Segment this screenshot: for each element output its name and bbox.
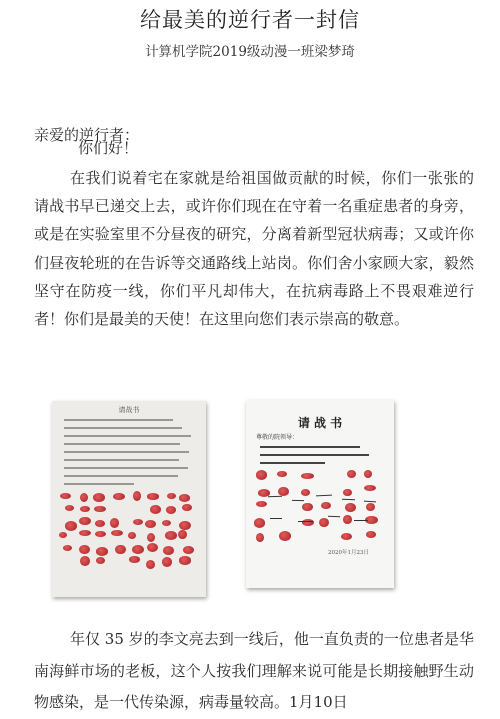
fingerprint xyxy=(301,489,310,496)
fingerprint xyxy=(256,533,264,542)
fingerprint xyxy=(133,519,143,525)
fingerprint xyxy=(179,521,190,530)
handwritten-signature xyxy=(270,518,282,519)
paragraph-1: 在我们说着宅在家就是给祖国做贡献的时候，你们一张张的请战书早已递交上去，或许你们现在在守着一名重症患者的身旁，或是在实验室里不分昼夜的研究，分离着新型冠状病毒；又或许你们昼夜轮班的在告诉等交通路线上站岗。你们舍小家顾大家，毅然坚守在防疫一线，你们平凡却伟大，在抗病毒路上不畏艰难逆行者！你们是最美的天使！在这里向您们表示崇高的敬意。 xyxy=(34,169,474,329)
fingerprint xyxy=(59,532,67,538)
text-line xyxy=(64,483,134,485)
fingerprint xyxy=(166,506,176,514)
fingerprint xyxy=(79,545,90,555)
text-line xyxy=(64,451,189,453)
fingerprint xyxy=(364,485,375,491)
fingerprint xyxy=(321,502,331,509)
fingerprint xyxy=(278,487,289,495)
fingerprint xyxy=(279,531,291,541)
author-byline: 计算机学院2019级动漫一班梁梦琦 xyxy=(145,44,355,60)
fingerprint xyxy=(63,545,73,551)
fingerprint xyxy=(254,518,266,528)
fingerprint xyxy=(345,503,355,512)
fingerprint xyxy=(128,532,136,540)
fingerprint xyxy=(94,506,105,513)
petition-photo-right xyxy=(246,400,394,588)
fingerprint xyxy=(96,547,108,556)
text-line xyxy=(64,459,179,461)
fingerprint xyxy=(341,533,352,540)
letter-title: 给最美的逆行者一封信 xyxy=(140,8,360,32)
handwritten-signature xyxy=(328,516,340,518)
fingerprint xyxy=(162,557,172,566)
text-line xyxy=(260,446,360,448)
fingerprint xyxy=(179,494,190,501)
fingerprint xyxy=(80,493,88,503)
fingerprint xyxy=(302,503,312,511)
petition-left-heading: 请战书 xyxy=(118,406,140,414)
fingerprint xyxy=(111,530,123,537)
text-line xyxy=(260,462,325,464)
fingerprint xyxy=(366,531,376,538)
handwritten-signature xyxy=(298,521,313,522)
hello-line: 你们好！ xyxy=(78,139,139,157)
fingerprint xyxy=(113,493,124,500)
fingerprint xyxy=(65,521,77,530)
fingerprint xyxy=(96,557,105,564)
handwritten-signature xyxy=(292,500,304,502)
fingerprint xyxy=(301,473,313,479)
fingerprint xyxy=(79,530,91,537)
fingerprint xyxy=(179,556,191,564)
fingerprint xyxy=(343,515,351,524)
fingerprint xyxy=(146,560,155,569)
fingerprint xyxy=(343,489,351,496)
fingerprint xyxy=(132,545,144,554)
fingerprint xyxy=(147,533,155,542)
petition-photo-left xyxy=(52,401,206,597)
fingerprint xyxy=(162,520,171,526)
paragraph-2: 年仅 35 岁的李文亮去到一线后，他一直负责的一位患者是华南海鲜市场的老板，这个人按我们理解来说可能是长期接触野生动物感染，是一代传染源，病毒量较高。1月10日 xyxy=(34,630,474,711)
fingerprint xyxy=(178,530,186,540)
fingerprint xyxy=(95,531,105,537)
fingerprint xyxy=(163,546,174,555)
fingerprint xyxy=(110,518,119,528)
fingerprint xyxy=(364,470,372,478)
handwritten-signature xyxy=(354,520,368,521)
fingerprint xyxy=(93,493,105,502)
greeting: 亲爱的逆行者： xyxy=(34,126,140,144)
text-line xyxy=(64,435,191,437)
fingerprint xyxy=(133,491,141,501)
fingerprint xyxy=(302,519,315,527)
fingerprint xyxy=(165,531,178,540)
fingerprint xyxy=(145,520,156,528)
fingerprint xyxy=(79,517,91,526)
fingerprint xyxy=(256,470,267,480)
fingerprint xyxy=(95,520,105,527)
handwritten-signature xyxy=(268,496,282,498)
fingerprint xyxy=(319,518,328,527)
text-line xyxy=(64,419,173,421)
fingerprint xyxy=(150,505,161,514)
petition-right-heading: 请 战 书 xyxy=(297,416,343,430)
handwritten-signature xyxy=(342,499,355,501)
fingerprint xyxy=(60,493,71,499)
handwritten-signature xyxy=(364,501,376,503)
fingerprint xyxy=(147,543,158,552)
fingerprint xyxy=(256,501,267,507)
fingerprint xyxy=(147,493,160,500)
fingerprint xyxy=(167,493,176,500)
text-line xyxy=(260,454,369,456)
fingerprint xyxy=(80,556,90,566)
fingerprint xyxy=(182,504,191,511)
petition-right-date: 2020年1月23日 xyxy=(328,550,369,556)
text-line xyxy=(64,467,188,469)
text-line xyxy=(64,427,182,429)
fingerprint xyxy=(347,470,356,478)
fingerprint xyxy=(277,471,286,477)
text-line xyxy=(64,475,178,477)
fingerprint xyxy=(183,546,194,554)
fingerprint xyxy=(366,503,375,511)
handwritten-signature xyxy=(316,495,332,497)
fingerprint xyxy=(129,556,140,562)
fingerprint xyxy=(80,506,90,513)
fingerprint xyxy=(115,545,125,555)
text-line xyxy=(64,443,180,445)
fingerprint xyxy=(65,505,75,511)
petition-right-salutation: 尊敬的院领导： xyxy=(256,434,299,441)
